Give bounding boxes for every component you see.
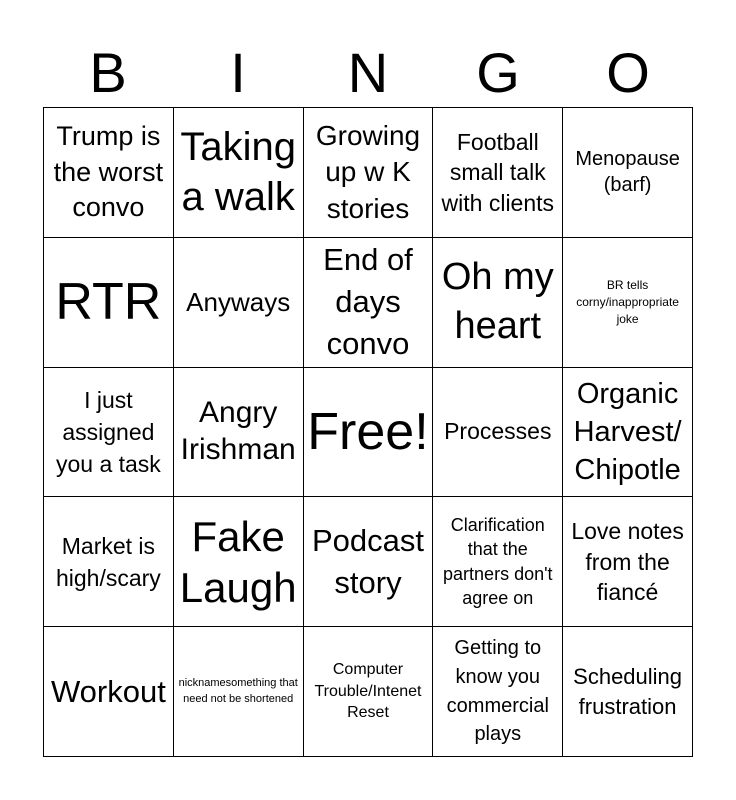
bingo-cell-r5-c4[interactable]	[433, 627, 563, 757]
cell-text: Processes	[444, 418, 552, 445]
bingo-cell-r4-c3[interactable]	[304, 497, 434, 627]
cell-text: End of days convo	[323, 242, 413, 362]
cell-text: Oh my heart	[441, 255, 554, 348]
bingo-cell-r5-c3[interactable]	[304, 627, 434, 757]
bingo-header	[43, 40, 693, 106]
header-letter-b: B	[89, 41, 127, 104]
free-space-text: Free!	[307, 402, 429, 461]
header-letter-i: I	[230, 41, 246, 104]
header-letter-g: G	[476, 41, 520, 104]
bingo-cell-r1-c5[interactable]	[563, 108, 693, 238]
cell-text: Anyways	[186, 286, 291, 317]
cell-text: Podcast story	[311, 522, 424, 600]
bingo-cell-free[interactable]	[304, 368, 434, 498]
header-letter-o: O	[606, 41, 650, 104]
cell-text: RTR	[55, 273, 162, 331]
bingo-cell-r1-c3[interactable]	[304, 108, 434, 238]
cell-text: Market is high/scary	[55, 532, 161, 591]
cell-text: Menopause (barf)	[575, 148, 680, 197]
bingo-cell-r4-c1[interactable]	[44, 497, 174, 627]
cell-text: Taking a walk	[180, 125, 296, 220]
bingo-board	[43, 107, 693, 757]
bingo-cell-r4-c4[interactable]	[433, 497, 563, 627]
bingo-cell-r2-c1[interactable]	[44, 238, 174, 368]
cell-text: nicknamesomething that need not be shortened	[178, 676, 298, 705]
cell-text: Fake Laugh	[179, 512, 297, 611]
bingo-cell-r2-c2[interactable]	[174, 238, 304, 368]
bingo-cell-r3-c4[interactable]	[433, 368, 563, 498]
header-letter-n: N	[347, 41, 389, 104]
cell-text: Angry Irishman	[180, 396, 296, 466]
bingo-cell-r5-c5[interactable]	[563, 627, 693, 757]
bingo-cell-r3-c2[interactable]	[174, 368, 304, 498]
cell-text: Scheduling frustration	[573, 664, 683, 719]
cell-text: Trump is the worst convo	[53, 120, 164, 223]
cell-text: I just assigned you a task	[55, 386, 161, 478]
bingo-cell-r3-c1[interactable]	[44, 368, 174, 498]
bingo-cell-r5-c2[interactable]	[174, 627, 304, 757]
cell-text: Growing up w K stories	[315, 119, 421, 224]
bingo-cell-r2-c4[interactable]	[433, 238, 563, 368]
bingo-cell-r2-c3[interactable]	[304, 238, 434, 368]
bingo-cell-r4-c5[interactable]	[563, 497, 693, 627]
bingo-cell-r1-c2[interactable]	[174, 108, 304, 238]
cell-text: Workout	[50, 674, 166, 709]
cell-text: BR tells corny/inappropriate joke	[576, 278, 679, 326]
cell-text: Football small talk with clients	[441, 128, 555, 216]
cell-text: Getting to know you commercial plays	[446, 637, 549, 746]
cell-text: Computer Trouble/Intenet Reset	[314, 661, 422, 722]
bingo-cell-r5-c1[interactable]	[44, 627, 174, 757]
bingo-cell-r2-c5[interactable]	[563, 238, 693, 368]
cell-text: Organic Harvest/ Chipotle	[573, 377, 682, 487]
bingo-cell-r4-c2[interactable]	[174, 497, 304, 627]
cell-text: Clarification that the partners don't agree on	[443, 515, 553, 609]
bingo-cell-r3-c5[interactable]	[563, 368, 693, 498]
cell-text: Love notes from the fiancé	[571, 517, 684, 606]
bingo-cell-r1-c4[interactable]	[433, 108, 563, 238]
bingo-cell-r1-c1[interactable]	[44, 108, 174, 238]
